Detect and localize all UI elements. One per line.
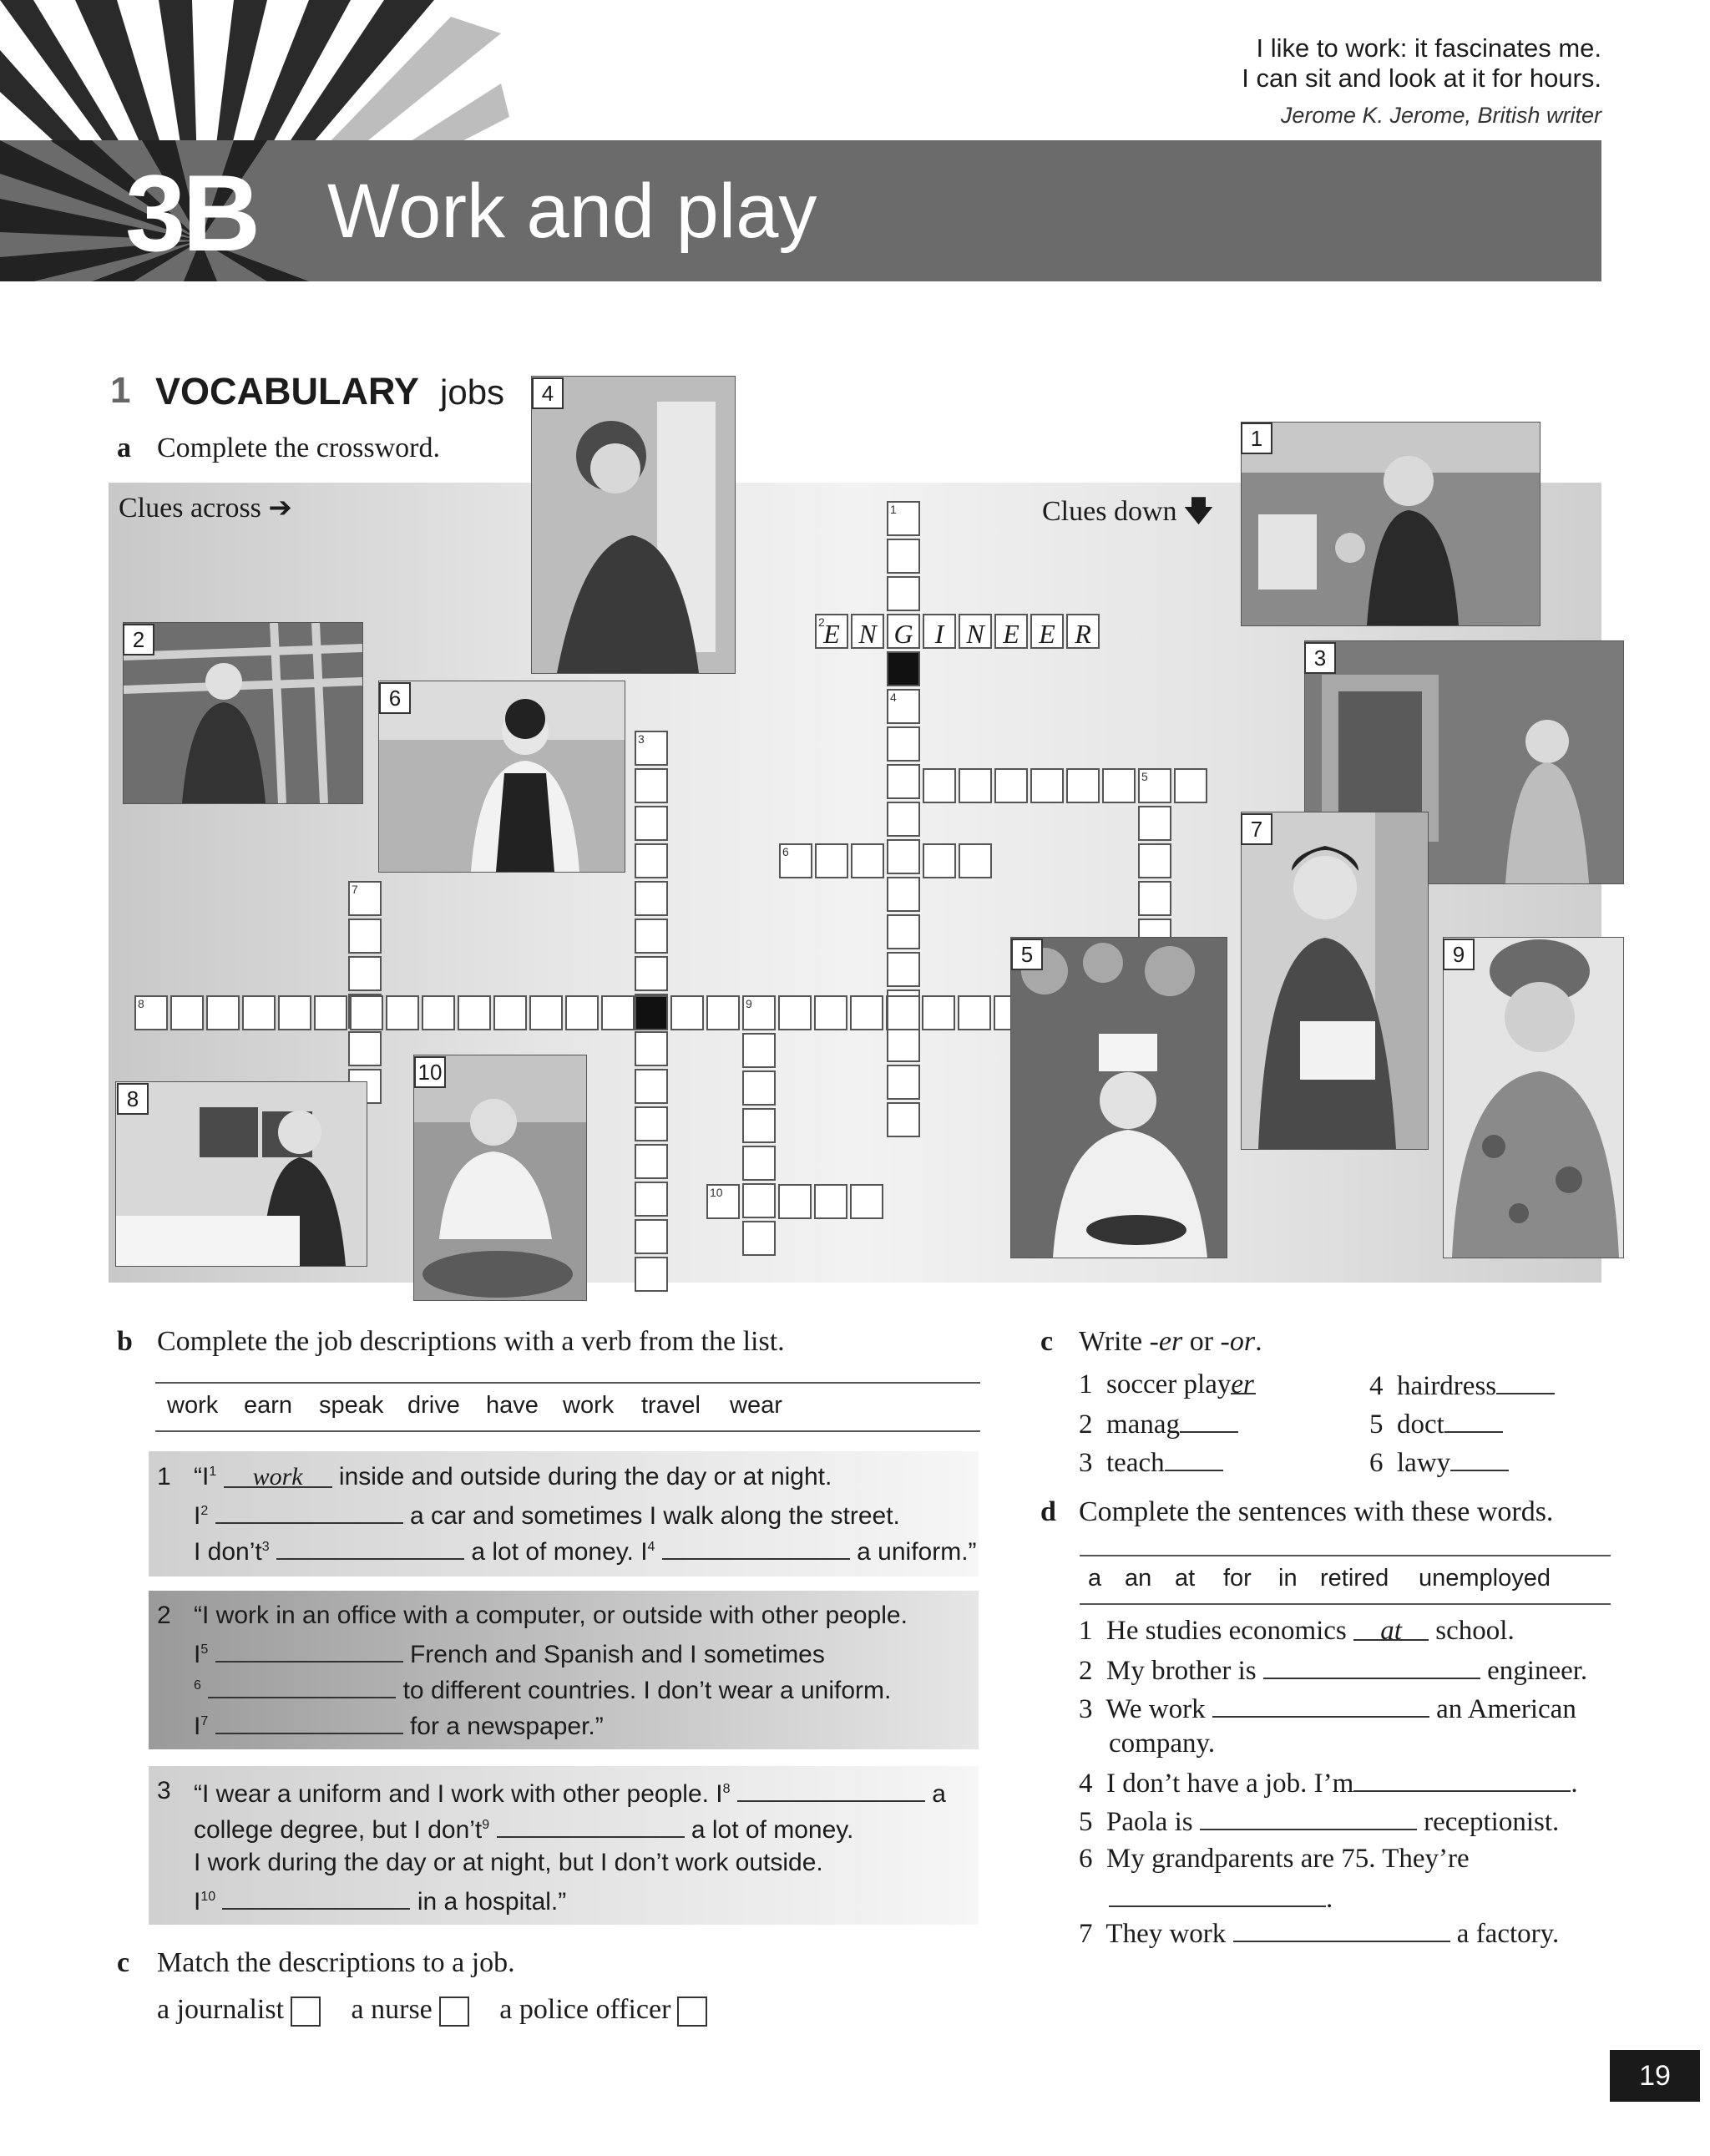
- crossword-cell[interactable]: [922, 995, 955, 1030]
- crossword-cell[interactable]: [706, 995, 740, 1030]
- item-number: 1: [1079, 1369, 1093, 1399]
- answer-blank[interactable]: [1165, 1446, 1223, 1471]
- exercise-b-letter: b: [117, 1326, 133, 1357]
- crossword-cell[interactable]: [887, 914, 920, 949]
- item-number: 5: [1079, 1807, 1093, 1837]
- word-list-d: [1080, 1555, 1611, 1605]
- text: I don’t: [194, 1538, 262, 1566]
- crossword-letter: N: [858, 619, 877, 649]
- answer-blank[interactable]: [215, 1499, 403, 1524]
- crossword-letter: N: [966, 619, 984, 649]
- text: engineer.: [1487, 1656, 1588, 1686]
- answer-blank[interactable]: er: [1231, 1369, 1256, 1394]
- crossword-cell[interactable]: [635, 806, 668, 841]
- crossword-cell[interactable]: [206, 995, 240, 1030]
- crossword-cell[interactable]: [386, 995, 419, 1030]
- crossword-cell[interactable]: [1066, 614, 1100, 649]
- answer-blank[interactable]: [215, 1709, 403, 1734]
- answer-blank[interactable]: [208, 1673, 396, 1698]
- text: a: [932, 1780, 946, 1808]
- crossword-cell[interactable]: [1138, 843, 1171, 878]
- crossword-letter: I: [934, 619, 944, 649]
- crossword-cell[interactable]: [242, 995, 276, 1030]
- verb-item: wear: [730, 1392, 782, 1419]
- photo-label-5: 5: [1011, 939, 1043, 970]
- text: Paola is: [1106, 1807, 1193, 1837]
- sentence-1: [1079, 1616, 1515, 1647]
- verb-item: earn: [244, 1392, 293, 1419]
- crossword-clue-number: 1: [890, 503, 897, 516]
- description-2-line-3: [194, 1673, 891, 1705]
- text: a uniform.”: [857, 1538, 977, 1566]
- verb-item: have: [486, 1392, 539, 1419]
- crossword-cell[interactable]: [1174, 768, 1207, 803]
- exercise-a-instruction: Complete the crossword.: [157, 433, 440, 463]
- answer-blank[interactable]: [737, 1777, 925, 1802]
- sentence-4: [1079, 1767, 1578, 1799]
- crossword-cell[interactable]: [959, 614, 992, 649]
- description-3-line-3: I work during the day or at night, but I don’t work outside.: [194, 1849, 823, 1876]
- word-item: unemployed: [1419, 1565, 1551, 1592]
- exercise-c-match-instruction: Match the descriptions to a job.: [157, 1947, 515, 1978]
- crossword-cell[interactable]: [635, 956, 668, 991]
- match-option-nurse-label: a nurse: [351, 1994, 433, 2025]
- quote-line-1: I like to work: it fascinates me.: [1256, 33, 1601, 63]
- photo-nurse: [1241, 812, 1429, 1150]
- item-stem: hairdress: [1397, 1371, 1497, 1401]
- crossword-cell[interactable]: [851, 614, 884, 649]
- unit-number: 3B: [125, 152, 258, 274]
- text: receptionist.: [1424, 1807, 1560, 1837]
- crossword-cell[interactable]: [635, 731, 668, 766]
- verb-item: drive: [407, 1392, 460, 1419]
- description-2-line-2: [194, 1637, 825, 1669]
- item-stem: manag: [1106, 1409, 1180, 1440]
- crossword-clue-number: 2: [818, 615, 825, 629]
- section-number: 1: [110, 370, 131, 411]
- crossword-cell[interactable]: [887, 726, 920, 762]
- crossword-cell[interactable]: [887, 839, 920, 874]
- crossword-cell[interactable]: [742, 1108, 776, 1143]
- crossword-cell[interactable]: [1138, 768, 1171, 803]
- page-number: 19: [1610, 2050, 1700, 2102]
- text: I don’t have a job. I’m: [1106, 1769, 1354, 1799]
- crossword-clue-number: 10: [710, 1186, 723, 1199]
- answer-blank[interactable]: [276, 1535, 464, 1560]
- crossword-clue-number: 4: [890, 691, 897, 704]
- text: French and Spanish and I sometimes: [409, 1641, 825, 1668]
- crossword-letter: E: [823, 619, 840, 649]
- description-3-line-4: [194, 1885, 566, 1916]
- answer-blank[interactable]: [1444, 1408, 1503, 1433]
- crossword-letter: E: [1039, 619, 1055, 649]
- photo-chef: [1010, 937, 1227, 1258]
- answer-blank[interactable]: [1353, 1767, 1571, 1792]
- item-number: 6: [1369, 1448, 1384, 1478]
- crossword-cell[interactable]: [742, 1033, 776, 1068]
- item-number: 4: [1369, 1371, 1384, 1401]
- crossword-cell[interactable]: [742, 1146, 776, 1181]
- answer-blank[interactable]: [215, 1637, 403, 1663]
- description-2-line-4: [194, 1709, 604, 1741]
- answer-blank[interactable]: [1212, 1693, 1429, 1718]
- arrow-right-icon: ➔: [268, 491, 292, 524]
- crossword-cell[interactable]: [850, 995, 883, 1030]
- crossword-cell[interactable]: [959, 843, 992, 878]
- photo-label-3: 3: [1304, 642, 1336, 674]
- clues-down-label: Clues down: [1042, 496, 1177, 527]
- sentence-5: [1079, 1805, 1559, 1838]
- crossword-cell[interactable]: [994, 768, 1028, 803]
- photo-label-8: 8: [117, 1083, 149, 1115]
- crossword-cell[interactable]: [529, 995, 563, 1030]
- description-2-line-1: “I work in an office with a computer, or outside with other people.: [194, 1602, 908, 1629]
- item-number: 5: [1369, 1409, 1384, 1440]
- photo-journalist: [115, 1081, 367, 1267]
- description-1-line-3: [194, 1535, 977, 1566]
- item-stem: soccer play: [1106, 1369, 1232, 1399]
- quote-author: Jerome K. Jerome, British writer: [1280, 103, 1601, 128]
- text: a car and sometimes I walk along the street.: [409, 1502, 900, 1530]
- description-1-line-2: [194, 1499, 900, 1531]
- item-stem: doct: [1397, 1409, 1444, 1440]
- item-number: 2: [1079, 1409, 1093, 1440]
- description-number: 2: [157, 1602, 171, 1629]
- crossword-cell[interactable]: [887, 995, 920, 1030]
- quote: [1242, 33, 1601, 130]
- crossword-cell[interactable]: [635, 1182, 668, 1217]
- gap-number: 7: [200, 1714, 209, 1728]
- item-number: 7: [1079, 1919, 1093, 1949]
- crossword-cell[interactable]: [635, 1106, 668, 1141]
- crossword-cell[interactable]: [779, 843, 812, 878]
- item-number: 1: [1079, 1616, 1093, 1646]
- crossword-cell[interactable]: [923, 768, 956, 803]
- gap-number: 3: [261, 1540, 270, 1554]
- photo-dentist: [413, 1055, 587, 1301]
- gap-number: 5: [200, 1642, 209, 1657]
- crossword-cell[interactable]: [887, 1065, 920, 1100]
- verb-item: speak: [319, 1392, 384, 1419]
- text: I: [194, 1641, 201, 1668]
- crossword-cell[interactable]: [1138, 806, 1171, 841]
- sentence-3: [1079, 1693, 1576, 1725]
- gap-number: 8: [722, 1782, 731, 1796]
- gap-number: 1: [209, 1465, 217, 1479]
- verb-item: work: [563, 1392, 615, 1419]
- crossword-black-cell: [635, 995, 668, 1030]
- answer-blank[interactable]: [1233, 1917, 1450, 1942]
- answer-blank[interactable]: [1109, 1882, 1326, 1907]
- crossword-cell[interactable]: [348, 919, 382, 954]
- crossword-cell[interactable]: [565, 995, 599, 1030]
- crossword-letter: R: [1075, 619, 1091, 649]
- answer-blank[interactable]: [222, 1885, 410, 1910]
- sentence-2: [1079, 1654, 1587, 1687]
- photo-worker-pipes: [123, 622, 363, 804]
- gap-number: 6: [194, 1678, 201, 1693]
- answer-blank[interactable]: [1180, 1408, 1238, 1433]
- word-item: at: [1175, 1565, 1196, 1592]
- crossword-cell[interactable]: [635, 881, 668, 916]
- crossword-clue-number: 3: [638, 732, 645, 746]
- crossword-cell[interactable]: [348, 956, 382, 991]
- crossword-cell[interactable]: [314, 995, 347, 1030]
- text: an American: [1436, 1694, 1576, 1724]
- photo-label-1: 1: [1241, 423, 1272, 454]
- crossword-cell[interactable]: [742, 1221, 776, 1256]
- crossword-cell[interactable]: [635, 1219, 668, 1254]
- description-number: 1: [157, 1463, 171, 1490]
- item-number: 3: [1079, 1694, 1093, 1724]
- text: .: [1326, 1884, 1333, 1914]
- photo-label-9: 9: [1443, 939, 1475, 970]
- answer-blank[interactable]: at: [1353, 1616, 1429, 1641]
- description-1-line-1: [194, 1463, 832, 1491]
- match-checkbox-police-officer[interactable]: [677, 1997, 707, 2027]
- match-checkbox-nurse[interactable]: [439, 1997, 469, 2027]
- crossword-cell[interactable]: [1030, 768, 1064, 803]
- photo-label-4: 4: [532, 377, 564, 409]
- crossword-cell[interactable]: [348, 881, 382, 916]
- crossword-cell[interactable]: [635, 919, 668, 954]
- crossword-cell[interactable]: [815, 614, 848, 649]
- match-option-police-label: a police officer: [499, 1994, 671, 2025]
- text: My grandparents are 75. They’re: [1106, 1844, 1470, 1874]
- crossword-clue-number: 9: [746, 997, 752, 1010]
- crossword-cell[interactable]: [850, 1184, 883, 1219]
- er-item-1: [1079, 1369, 1256, 1400]
- crossword-black-cell: [887, 651, 920, 686]
- crossword-cell[interactable]: [350, 995, 383, 1030]
- er-item-6: [1369, 1446, 1509, 1479]
- crossword-cell[interactable]: [887, 614, 920, 649]
- crossword-cell[interactable]: [923, 614, 956, 649]
- answer-blank[interactable]: [662, 1535, 850, 1560]
- photo-label-2: 2: [123, 624, 154, 655]
- word-item: a: [1088, 1565, 1102, 1592]
- answer-blank[interactable]: [1496, 1369, 1555, 1394]
- crossword-cell[interactable]: [815, 843, 848, 878]
- crossword-cell[interactable]: [778, 1184, 812, 1219]
- exercise-c-er-letter: c: [1040, 1326, 1054, 1357]
- crossword-cell[interactable]: [422, 995, 455, 1030]
- exercise-d-letter: d: [1040, 1496, 1056, 1527]
- crossword-cell[interactable]: [458, 995, 491, 1030]
- crossword-cell[interactable]: [635, 768, 668, 803]
- crossword-cell[interactable]: [635, 843, 668, 878]
- item-number: 3: [1079, 1448, 1093, 1478]
- crossword-cell[interactable]: [635, 1257, 668, 1292]
- crossword-clue-number: 7: [352, 883, 358, 896]
- crossword-cell[interactable]: [959, 768, 992, 803]
- crossword-cell[interactable]: [994, 614, 1028, 649]
- match-option-journalist-label: a journalist: [157, 1994, 285, 2025]
- text: to different countries. I don’t wear a uniform.: [402, 1677, 892, 1704]
- item-stem: teach: [1106, 1448, 1165, 1478]
- crossword-cell[interactable]: [814, 995, 847, 1030]
- er-item-3: [1079, 1446, 1223, 1479]
- crossword-cell[interactable]: [742, 995, 776, 1030]
- text: in a hospital.”: [417, 1888, 567, 1916]
- crossword-cell[interactable]: [635, 1031, 668, 1066]
- crossword-cell[interactable]: [635, 1069, 668, 1104]
- text: school.: [1435, 1616, 1515, 1646]
- answer-blank[interactable]: [1263, 1654, 1480, 1679]
- description-3-line-2: [194, 1813, 853, 1845]
- crossword-cell[interactable]: [887, 952, 920, 987]
- crossword-clue-number: 8: [138, 997, 144, 1010]
- text: for a newspaper.”: [409, 1713, 604, 1740]
- crossword-cell[interactable]: [1066, 768, 1100, 803]
- crossword-cell[interactable]: [1138, 881, 1171, 916]
- crossword-cell[interactable]: [134, 995, 168, 1030]
- answer-blank[interactable]: work: [224, 1463, 332, 1488]
- exercise-d-instruction: Complete the sentences with these words.: [1079, 1496, 1554, 1527]
- text: They work: [1105, 1919, 1227, 1949]
- sentence-6-continued: [1109, 1882, 1333, 1915]
- verb-item: travel: [641, 1392, 701, 1419]
- crossword-cell[interactable]: [887, 764, 920, 799]
- crossword-cell[interactable]: [778, 995, 812, 1030]
- word-item: an: [1125, 1565, 1152, 1592]
- verb-item: work: [167, 1392, 219, 1419]
- description-3-line-1: [194, 1777, 946, 1809]
- text: college degree, but I don’t: [194, 1816, 483, 1844]
- word-item: for: [1223, 1565, 1252, 1592]
- photo-waiter: [378, 681, 625, 873]
- crossword-cell[interactable]: [958, 995, 991, 1030]
- photo-flight-attendant: [1241, 422, 1541, 626]
- text: I: [194, 1502, 201, 1530]
- text: a lot of money.: [691, 1816, 854, 1844]
- item-number: 4: [1079, 1769, 1093, 1799]
- text: inside and outside during the day or at night.: [338, 1463, 832, 1490]
- text: My brother is: [1106, 1656, 1257, 1686]
- exercise-c-match-letter: c: [117, 1947, 130, 1978]
- exercise-c-er-instruction: Write -er or -or.: [1079, 1326, 1262, 1357]
- crossword-cell[interactable]: [851, 843, 884, 878]
- answer-blank[interactable]: [1450, 1446, 1509, 1471]
- clues-across-label: Clues across: [119, 493, 261, 524]
- section-subtitle: jobs: [440, 372, 505, 412]
- sentence-6: [1079, 1844, 1470, 1875]
- item-number: 2: [1079, 1656, 1093, 1686]
- crossword-cell[interactable]: [278, 995, 311, 1030]
- sentence-3-continued: company.: [1109, 1728, 1216, 1759]
- crossword-letter: E: [1003, 619, 1019, 649]
- crossword-cell[interactable]: [887, 689, 920, 724]
- arrow-down-icon: 🡇: [1184, 494, 1213, 528]
- er-item-5: [1369, 1408, 1503, 1440]
- text: I: [194, 1888, 201, 1916]
- crossword-cell[interactable]: [887, 1027, 920, 1062]
- crossword-cell[interactable]: [1030, 614, 1064, 649]
- photo-architect: [531, 376, 736, 674]
- er-item-4: [1369, 1369, 1555, 1402]
- crossword-cell[interactable]: [170, 995, 204, 1030]
- text: “I: [194, 1463, 210, 1490]
- clues-across-heading: [119, 491, 292, 524]
- photo-label-6: 6: [379, 682, 411, 714]
- item-stem: lawy: [1397, 1448, 1451, 1478]
- verb-list: [155, 1382, 980, 1432]
- crossword-cell[interactable]: [887, 501, 920, 536]
- exercise-a-letter: a: [117, 433, 131, 463]
- text: We work: [1105, 1694, 1206, 1724]
- gap-number: 10: [200, 1890, 216, 1904]
- crossword-cell[interactable]: [887, 539, 920, 574]
- word-item: in: [1278, 1565, 1298, 1592]
- gap-number: 9: [482, 1818, 490, 1832]
- unit-title: Work and play: [327, 169, 817, 254]
- gap-number: 4: [647, 1540, 655, 1554]
- section-title: VOCABULARY: [155, 370, 419, 412]
- crossword-cell[interactable]: [601, 995, 635, 1030]
- clues-down-heading: [1042, 491, 1213, 539]
- sentence-7: [1079, 1917, 1559, 1950]
- item-number: 6: [1079, 1844, 1093, 1874]
- exercise-b-instruction: Complete the job descriptions with a verb from the list.: [157, 1326, 785, 1357]
- crossword-cell[interactable]: [887, 576, 920, 611]
- text: “I wear a uniform and I work with other people. I: [194, 1780, 723, 1808]
- photo-label-7: 7: [1241, 813, 1272, 845]
- crossword-cell[interactable]: [635, 1144, 668, 1179]
- match-checkbox-journalist[interactable]: [291, 1997, 321, 2027]
- answer-blank[interactable]: [497, 1813, 685, 1838]
- crossword-cell[interactable]: [706, 1184, 740, 1219]
- crossword-cell[interactable]: [1102, 768, 1136, 803]
- text: a factory.: [1456, 1919, 1560, 1949]
- description-number: 3: [157, 1777, 171, 1804]
- crossword-cell[interactable]: [887, 1102, 920, 1137]
- crossword-cell[interactable]: [493, 995, 527, 1030]
- text: a lot of money. I: [471, 1538, 648, 1566]
- crossword-cell[interactable]: [670, 995, 704, 1030]
- er-item-2: [1079, 1408, 1238, 1440]
- crossword-cell[interactable]: [814, 1184, 847, 1219]
- crossword-cell[interactable]: [742, 1070, 776, 1106]
- crossword-cell[interactable]: [887, 802, 920, 837]
- crossword-cell[interactable]: [348, 1031, 382, 1066]
- word-item: retired: [1320, 1565, 1389, 1592]
- text: .: [1571, 1769, 1578, 1799]
- gap-number: 2: [200, 1504, 209, 1518]
- crossword-letter: G: [893, 619, 913, 649]
- photo-label-10: 10: [414, 1056, 446, 1088]
- quote-line-2: I can sit and look at it for hours.: [1242, 63, 1601, 93]
- crossword-clue-number: 6: [782, 845, 789, 858]
- answer-blank[interactable]: [1200, 1805, 1417, 1830]
- text: I: [194, 1713, 201, 1740]
- text: He studies economics: [1106, 1616, 1347, 1646]
- crossword-cell[interactable]: [887, 877, 920, 912]
- match-options: [157, 1994, 707, 2027]
- crossword-cell[interactable]: [923, 843, 956, 878]
- crossword-clue-number: 5: [1141, 770, 1148, 783]
- photo-soldier: [1443, 937, 1624, 1258]
- crossword-cell[interactable]: [742, 1183, 776, 1218]
